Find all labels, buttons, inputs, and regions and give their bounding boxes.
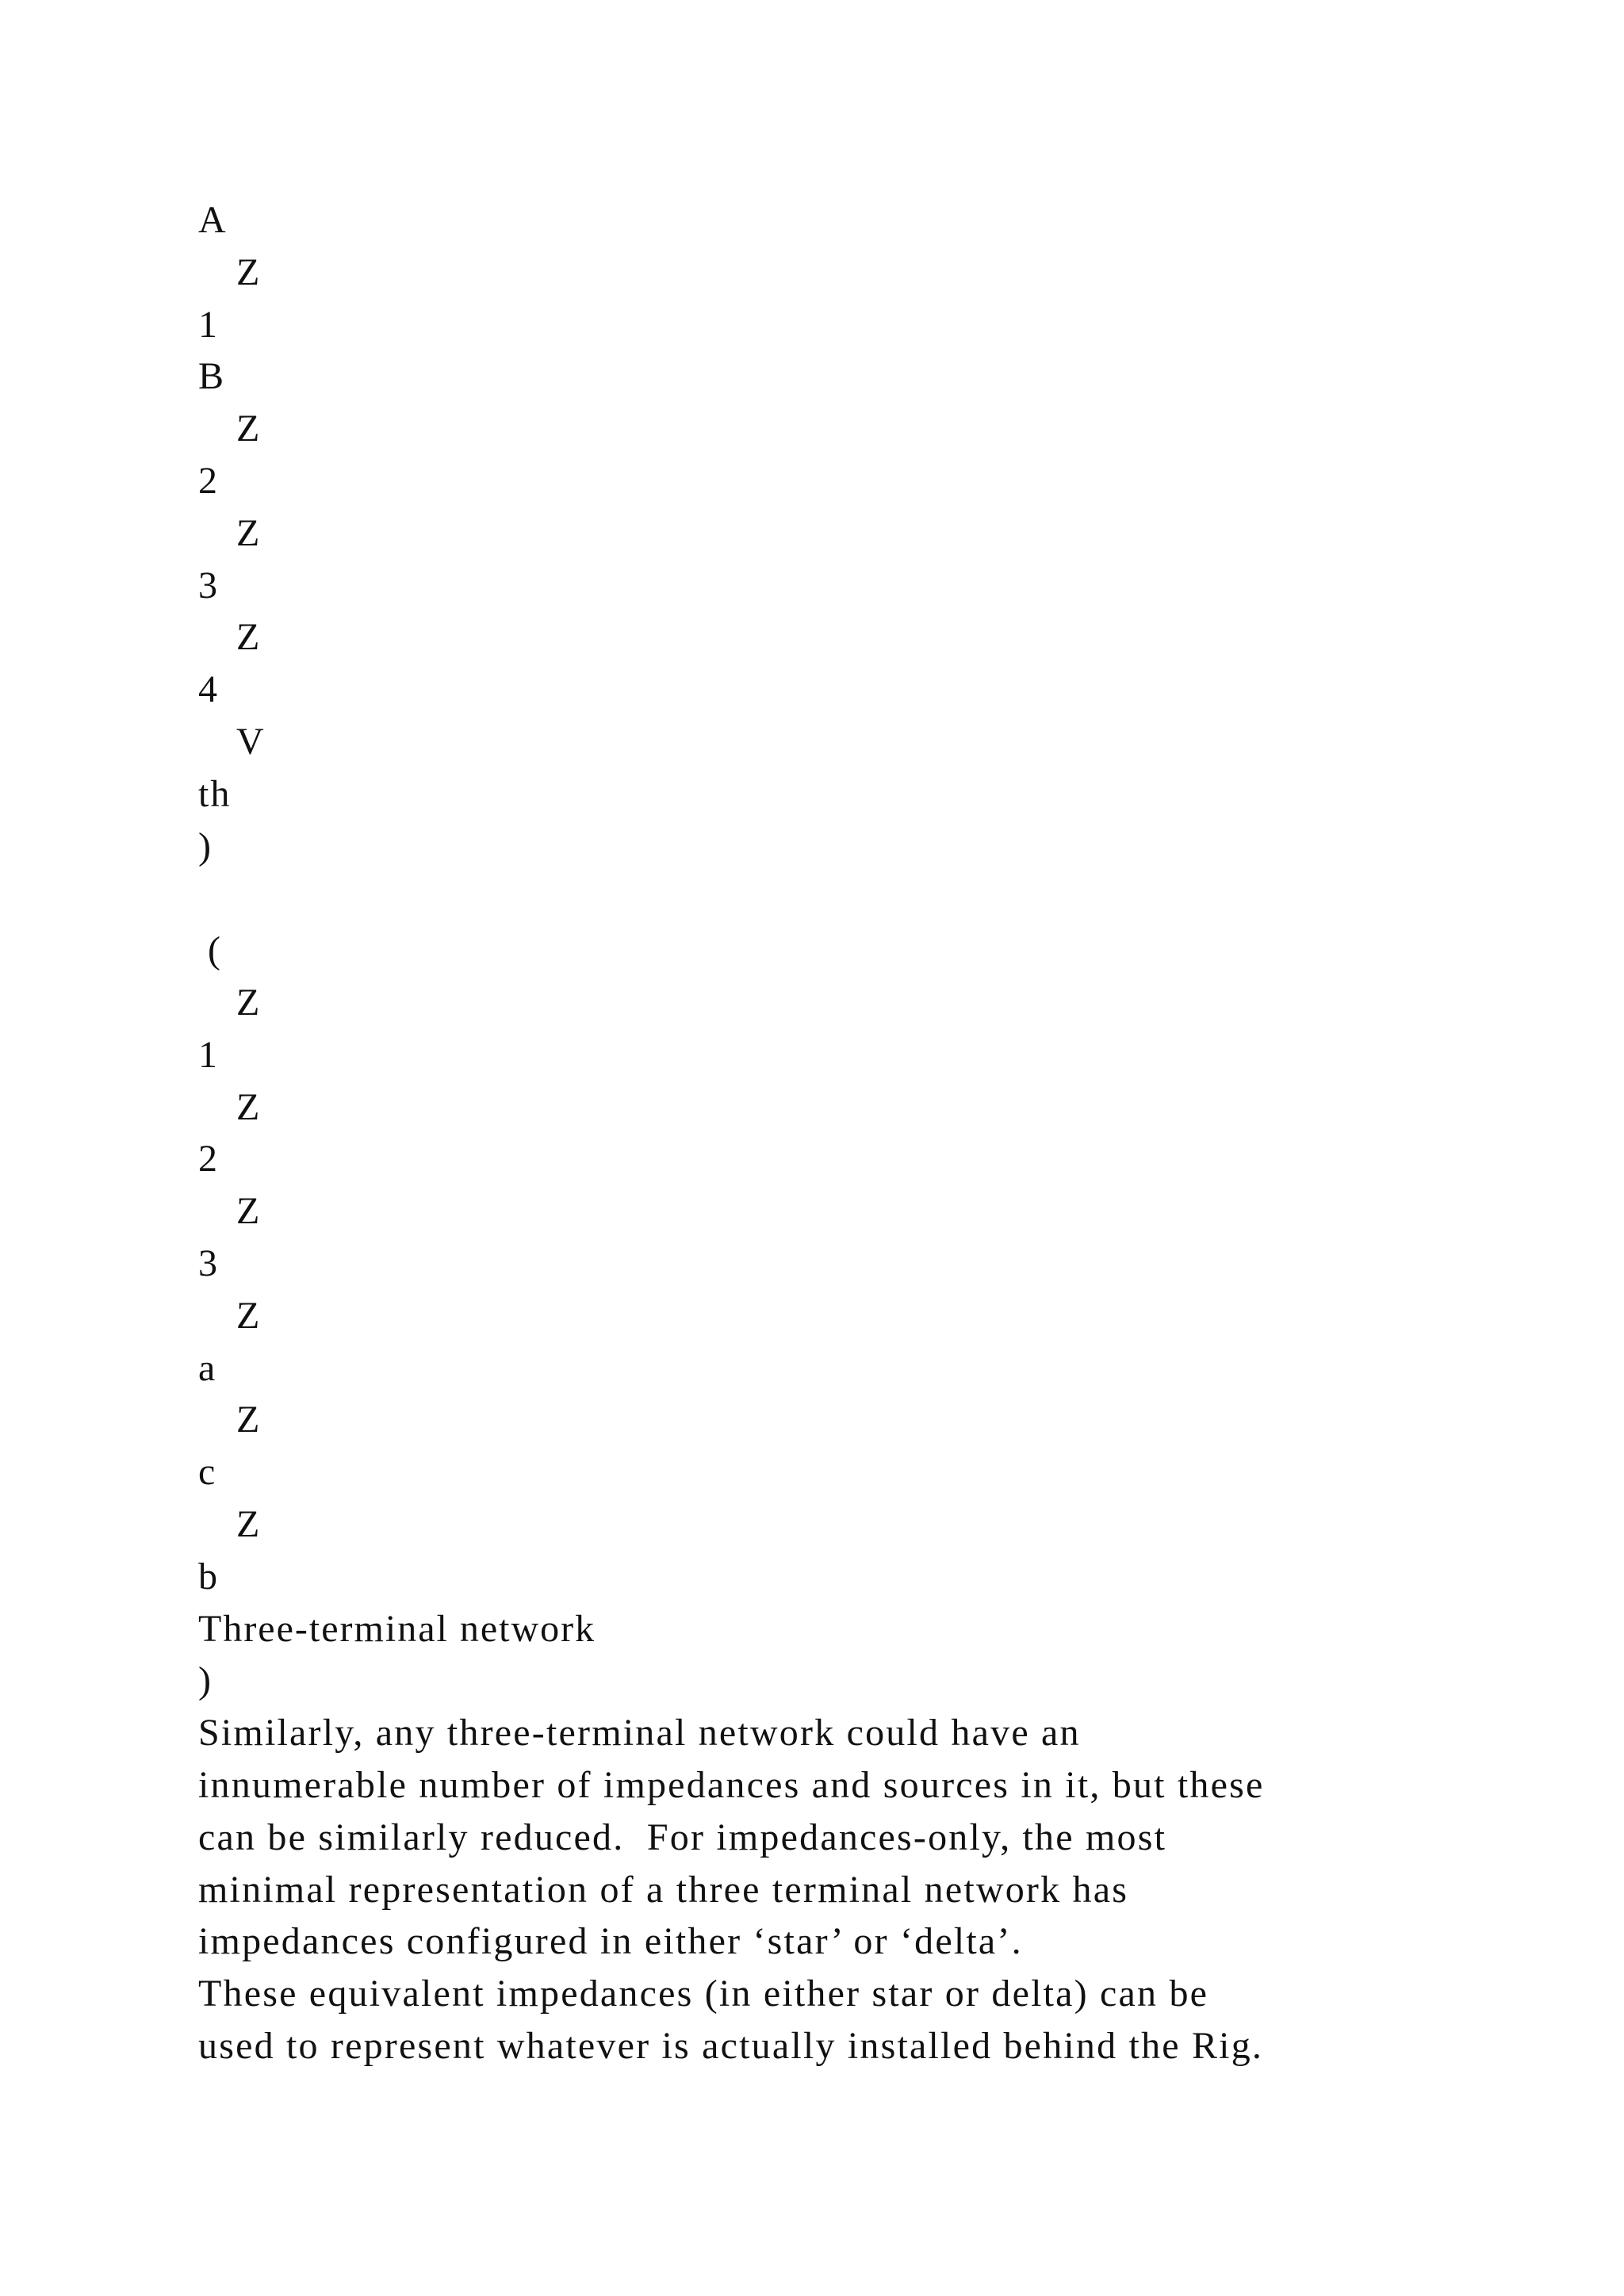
label-B: B: [198, 355, 226, 398]
paragraph-line: minimal representation of a three terminal network has: [198, 1868, 1129, 1911]
paragraph-line: used to represent whatever is actually installed behind the Rig.: [198, 2024, 1264, 2067]
label-Z: Z: [236, 511, 262, 554]
caption-close-paren: ): [198, 1659, 213, 1702]
paragraph-line: Similarly, any three-terminal network could have an: [198, 1712, 1081, 1755]
label-Z: Z: [236, 251, 262, 293]
label-subscript-c: c: [198, 1451, 217, 1494]
spacer: [198, 872, 1546, 924]
label-subscript-a: a: [198, 1346, 217, 1389]
caption: Three-terminal network: [198, 1607, 596, 1650]
label-subscript-b: b: [198, 1555, 219, 1598]
label-subscript-1: 1: [198, 1033, 219, 1076]
label-Z: Z: [236, 1190, 262, 1233]
label-close-paren: ): [198, 825, 213, 867]
label-subscript-2: 2: [198, 459, 219, 502]
paragraph-line: impedances configured in either ‘star’ or ‘delta’.: [198, 1920, 1023, 1963]
text-column: [198, 194, 1546, 2072]
paragraph-line: innumerable number of impedances and sources in it, but these: [198, 1763, 1265, 1806]
label-subscript-3: 3: [198, 564, 219, 607]
label-A: A: [198, 199, 228, 241]
paragraph-line: can be similarly reduced. For impedances-only, the most: [198, 1816, 1167, 1858]
label-Z: Z: [236, 1399, 262, 1441]
label-subscript-3: 3: [198, 1242, 219, 1284]
label-Z: Z: [236, 1085, 262, 1128]
label-Z: Z: [236, 1294, 262, 1337]
label-Z: Z: [236, 616, 262, 659]
label-V: V: [236, 720, 266, 763]
label-subscript-2: 2: [198, 1138, 219, 1181]
label-Z: Z: [236, 1502, 262, 1545]
label-Z: Z: [236, 981, 262, 1024]
label-subscript-th: th: [198, 772, 232, 815]
label-open-paren: (: [208, 929, 222, 972]
label-subscript-1: 1: [198, 303, 219, 346]
label-subscript-4: 4: [198, 668, 219, 711]
label-Z: Z: [236, 408, 262, 450]
body-paragraph: [198, 1707, 1546, 2072]
paragraph-line: These equivalent impedances (in either star or delta) can be: [198, 1973, 1209, 2015]
